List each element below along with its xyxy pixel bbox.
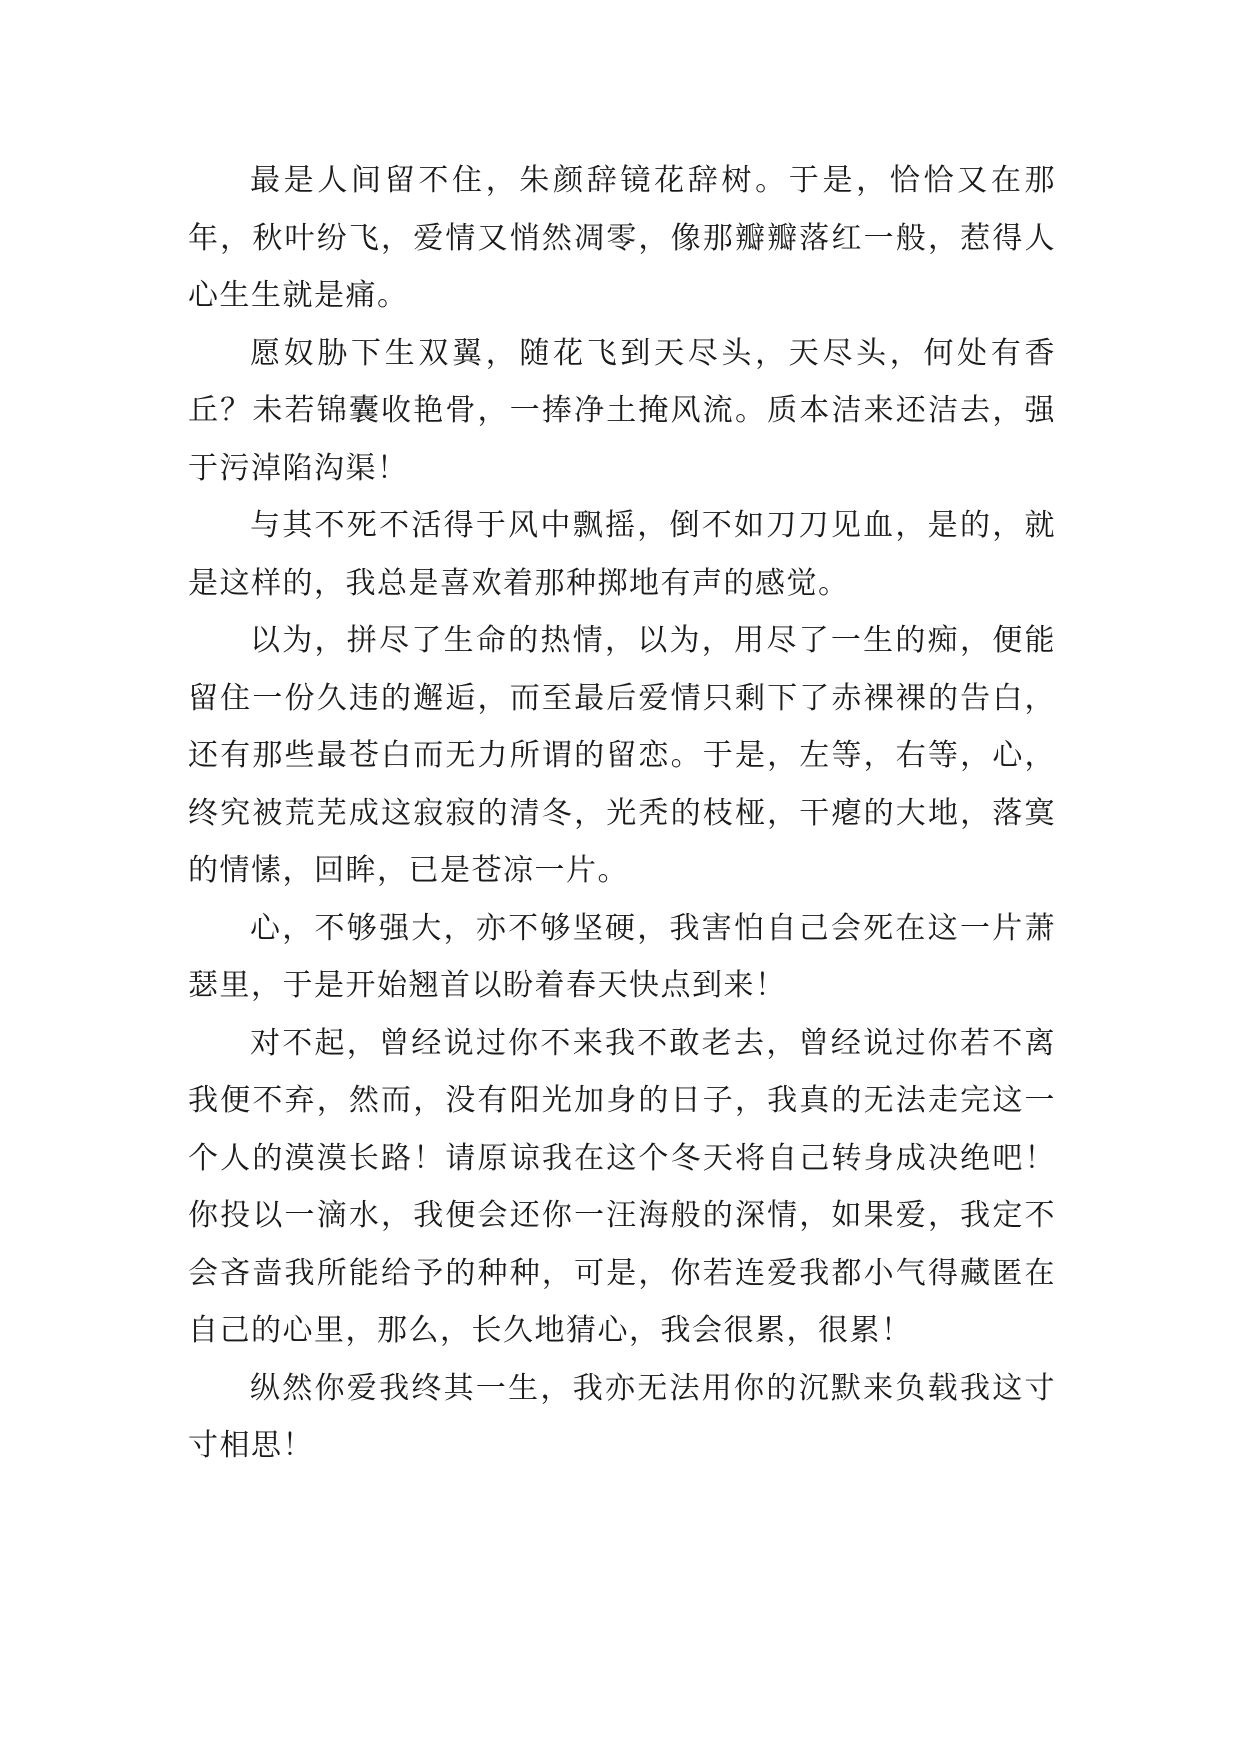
paragraph-6: 对不起，曾经说过你不来我不敢老去，曾经说过你若不离我便不弃，然而，没有阳光加身的日子，我真的无法走完这一个人的漠漠长路！请原谅我在这个冬天将自己转身成决绝吧！你投以一滴水，我便会还你一汪海般的深情，如果爱，我定不会吝啬我所能给予的种种，可是，你若连爱我都小气得藏匿在自己的心里，那么，长久地猜心，我会很累，很累！ (188, 1025, 1056, 1348)
document-body (188, 152, 1056, 1475)
paragraph-3: 与其不死不活得于风中飘摇，倒不如刀刀见血，是的，就是这样的，我总是喜欢着那种掷地有声的感觉。 (188, 508, 1056, 601)
paragraph-1: 最是人间留不住，朱颜辞镜花辞树。于是，恰恰又在那年，秋叶纷飞，爱情又悄然凋零，像那瓣瓣落红一般，惹得人心生生就是痛。 (188, 163, 1056, 313)
paragraph-5: 心，不够强大，亦不够坚硬，我害怕自己会死在这一片萧瑟里，于是开始翘首以盼着春天快点到来！ (188, 910, 1056, 1003)
paragraph-7: 纵然你爱我终其一生，我亦无法用你的沉默来负载我这寸寸相思！ (188, 1370, 1056, 1463)
paragraph-2: 愿奴胁下生双翼，随花飞到天尽头，天尽头，何处有香丘？未若锦囊收艳骨，一捧净土掩风流。质本洁来还洁去，强于污淖陷沟渠！ (188, 335, 1056, 486)
paragraph-4: 以为，拼尽了生命的热情，以为，用尽了一生的痴，便能留住一份久违的邂逅，而至最后爱情只剩下了赤裸裸的告白，还有那些最苍白而无力所谓的留恋。于是，左等，右等，心，终究被荒芜成这寂寂的清冬，光秃的枝桠，干瘪的大地，落寞的情愫，回眸，已是苍凉一片。 (188, 623, 1056, 888)
